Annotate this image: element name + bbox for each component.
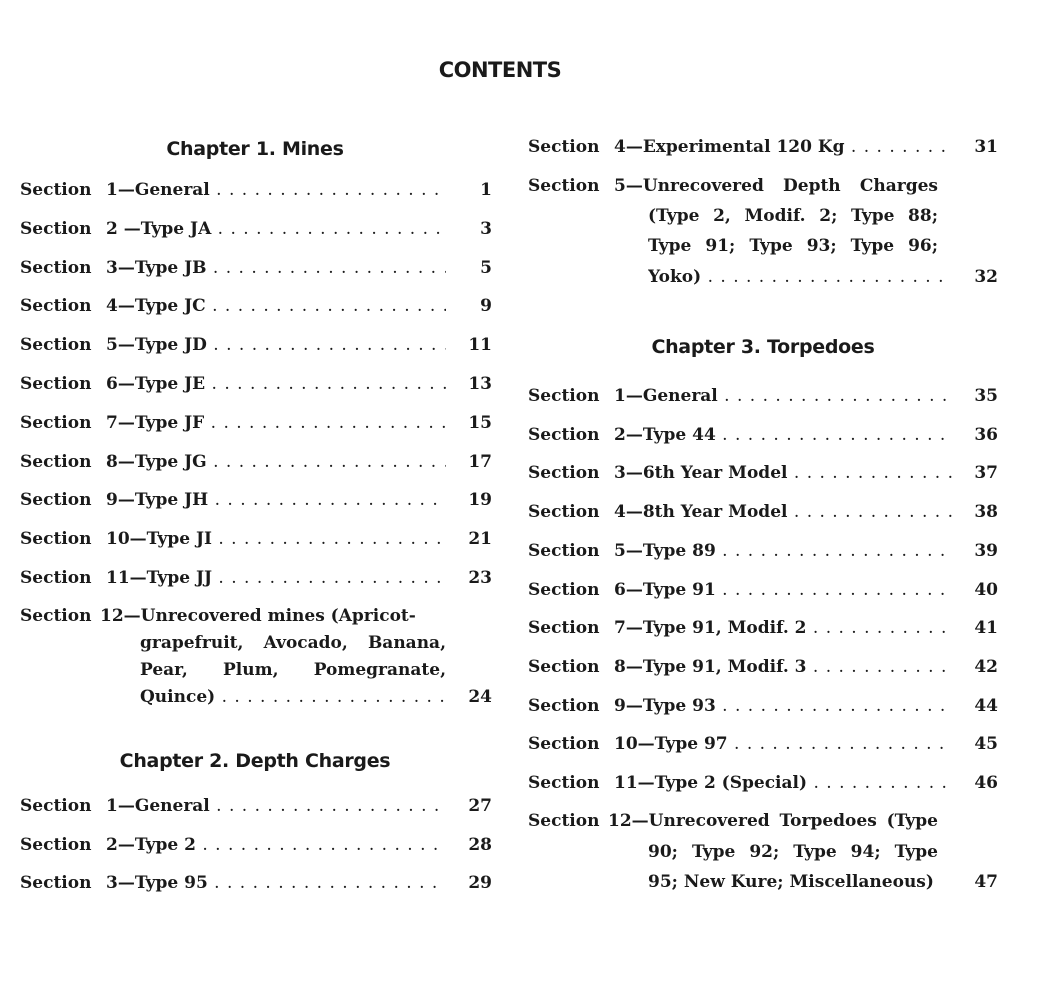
entry-title: 2—Type 44 . . .: [614, 420, 952, 450]
section-label: Section: [20, 374, 92, 394]
toc-entry-mines-6[interactable]: [20, 369, 492, 399]
entry-title: 5—Type JD . . .: [106, 330, 446, 360]
page-number: 35: [974, 386, 998, 406]
toc-entry-torpedoes-3[interactable]: [528, 458, 998, 488]
page-number: 13: [468, 374, 492, 394]
entry-title: 11—Type 2 (Special) . . .: [614, 768, 952, 798]
entry-title: 2—Type 2 . . .: [106, 830, 446, 860]
entry-title-line: Pear, Plum, Pomegranate,: [140, 660, 446, 680]
toc-entry-mines-12[interactable]: [20, 601, 492, 631]
entry-title: 2 —Type JA . . .: [106, 214, 446, 244]
section-label: Section: [20, 218, 92, 239]
page-number: 28: [468, 834, 492, 855]
page-number: 32: [974, 267, 998, 287]
page-number: 31: [974, 137, 998, 157]
toc-entry-mines-5[interactable]: [20, 330, 492, 360]
toc-entry-mines-11[interactable]: [20, 563, 492, 593]
page-number: 47: [974, 872, 998, 892]
toc-entry-torpedoes-8[interactable]: [528, 652, 998, 682]
chapter-heading-mines: Chapter 1. Mines: [166, 138, 344, 160]
toc-entry-torpedoes-5[interactable]: [528, 536, 998, 566]
toc-entry-depth-5[interactable]: [528, 171, 998, 201]
toc-left-column: [20, 0, 492, 999]
toc-entry-mines-2[interactable]: [20, 214, 492, 244]
page-number: 40: [974, 579, 998, 600]
section-label: Section: [20, 257, 92, 278]
section-label: Section: [20, 568, 92, 588]
section-label: Section: [20, 335, 92, 356]
toc-entry-depth-2[interactable]: [20, 830, 492, 860]
entry-title-line: Yoko) . . .: [648, 262, 952, 292]
page-number: 36: [974, 424, 998, 445]
toc-entry-torpedoes-6[interactable]: [528, 575, 998, 605]
page-number: 3: [480, 218, 492, 239]
entry-title: 3—Type 95 . . .: [106, 868, 446, 898]
page-number: 39: [974, 540, 998, 561]
entry-title: 4—8th Year Model . . .: [614, 497, 952, 527]
section-label: Section: [20, 529, 92, 550]
entry-title: 1—General . . .: [614, 381, 952, 411]
page-number: 38: [974, 502, 998, 523]
page-number: 19: [468, 490, 492, 511]
toc-entry-torpedoes-9[interactable]: [528, 691, 998, 721]
section-label: Section: [528, 540, 600, 561]
toc-entry-torpedoes-1[interactable]: [528, 381, 998, 411]
page-number: 21: [468, 529, 492, 550]
section-label: Section: [20, 834, 92, 855]
toc-entry-mines-4[interactable]: [20, 291, 492, 321]
page-number: 41: [974, 618, 998, 639]
section-label: Section: [20, 606, 92, 626]
section-label: Section: [528, 695, 600, 716]
section-label: Section: [528, 463, 600, 484]
section-label: Section: [528, 734, 600, 755]
page-number: 24: [468, 687, 492, 707]
toc-entry-torpedoes-2[interactable]: [528, 420, 998, 450]
section-label: Section: [528, 502, 600, 523]
page-number: 44: [974, 695, 998, 716]
entry-title: 8—Type JG . . .: [106, 447, 446, 477]
toc-entry-depth-1[interactable]: [20, 791, 492, 821]
entry-title-line: (Type 2, Modif. 2; Type 88;: [648, 206, 938, 226]
page-number: 29: [468, 873, 492, 893]
page-number: 17: [468, 451, 492, 472]
entry-title-line: 90; Type 92; Type 94; Type: [648, 842, 938, 862]
section-label: Section: [20, 796, 92, 816]
toc-entry-mines-1[interactable]: [20, 175, 492, 205]
section-label: Section: [20, 873, 92, 893]
toc-entry-mines-12-end: [20, 682, 492, 712]
entry-title-line: 12—Unrecovered Torpedoes (Type: [608, 811, 938, 831]
entry-title: 7—Type 91, Modif. 2 . . .: [614, 613, 952, 643]
entry-title: 7—Type JF . . .: [106, 408, 446, 438]
entry-title: 10—Type JI . . .: [106, 524, 446, 554]
section-label: Section: [20, 296, 92, 317]
entry-title-line: 12—Unrecovered mines (Apricot-: [100, 606, 416, 626]
entry-title-line: Type 91; Type 93; Type 96;: [648, 236, 938, 256]
entry-title: 3—Type JB . . .: [106, 253, 446, 283]
page-number: 5: [480, 257, 492, 278]
section-label: Section: [528, 424, 600, 445]
section-label: Section: [528, 811, 600, 831]
page-number: 11: [468, 335, 492, 356]
section-label: Section: [528, 176, 600, 196]
entry-title: 11—Type JJ . . .: [106, 563, 446, 593]
toc-entry-depth-4[interactable]: [528, 132, 998, 162]
toc-right-column: [528, 0, 998, 999]
entry-title: 10—Type 97 . . .: [614, 729, 952, 759]
toc-entry-torpedoes-11[interactable]: [528, 768, 998, 798]
section-label: Section: [528, 618, 600, 639]
entry-title-line: Quince) . . .: [140, 682, 446, 712]
entry-title: 1—General . . .: [106, 791, 446, 821]
entry-title: 1—General . . .: [106, 175, 446, 205]
toc-entry-torpedoes-10[interactable]: [528, 729, 998, 759]
page-number: 1: [480, 180, 492, 200]
entry-title-line: 5—Unrecovered Depth Charges: [614, 176, 938, 196]
toc-entry-depth-5-end: [528, 262, 998, 292]
entry-title: 9—Type JH . . .: [106, 485, 446, 515]
toc-entry-mines-9[interactable]: [20, 485, 492, 515]
page-title: CONTENTS: [438, 58, 562, 82]
entry-title: 6—Type 91 . . .: [614, 575, 952, 605]
section-label: Section: [528, 579, 600, 600]
page-number: 42: [974, 656, 998, 677]
page-number: 45: [974, 734, 998, 755]
entry-title: 4—Experimental 120 Kg . . .: [614, 132, 952, 162]
toc-entry-depth-3[interactable]: [20, 868, 492, 898]
entry-title: 6—Type JE . . .: [106, 369, 446, 399]
toc-entry-torpedoes-7[interactable]: [528, 613, 998, 643]
page-number: 15: [468, 412, 492, 433]
entry-title: 5—Type 89 . . .: [614, 536, 952, 566]
chapter-heading-depth-charges: Chapter 2. Depth Charges: [119, 750, 391, 772]
section-label: Section: [20, 412, 92, 433]
page-number: 9: [480, 296, 492, 317]
section-label: Section: [528, 656, 600, 677]
toc-entry-torpedoes-4[interactable]: [528, 497, 998, 527]
section-label: Section: [20, 490, 92, 511]
entry-title-line: 95; New Kure; Miscellaneous): [648, 872, 934, 892]
toc-entry-mines-7[interactable]: [20, 408, 492, 438]
section-label: Section: [528, 386, 600, 406]
toc-entry-mines-8[interactable]: [20, 447, 492, 477]
entry-title: 8—Type 91, Modif. 3 . . .: [614, 652, 952, 682]
page-number: 46: [974, 773, 998, 793]
entry-title: 9—Type 93 . . .: [614, 691, 952, 721]
section-label: Section: [20, 451, 92, 472]
toc-entry-torpedoes-12-end: [528, 867, 998, 897]
section-label: Section: [528, 137, 600, 157]
toc-entry-mines-10[interactable]: [20, 524, 492, 554]
entry-title: 3—6th Year Model . . .: [614, 458, 952, 488]
page-number: 37: [974, 463, 998, 484]
entry-title-line: grapefruit, Avocado, Banana,: [140, 633, 446, 653]
chapter-heading-torpedoes: Chapter 3. Torpedoes: [651, 336, 875, 358]
page-number: 23: [468, 568, 492, 588]
entry-title: 4—Type JC . . .: [106, 291, 446, 321]
section-label: Section: [20, 180, 92, 200]
toc-entry-mines-3[interactable]: [20, 253, 492, 283]
toc-entry-torpedoes-12[interactable]: [528, 806, 998, 836]
page-number: 27: [468, 796, 492, 816]
section-label: Section: [528, 773, 600, 793]
